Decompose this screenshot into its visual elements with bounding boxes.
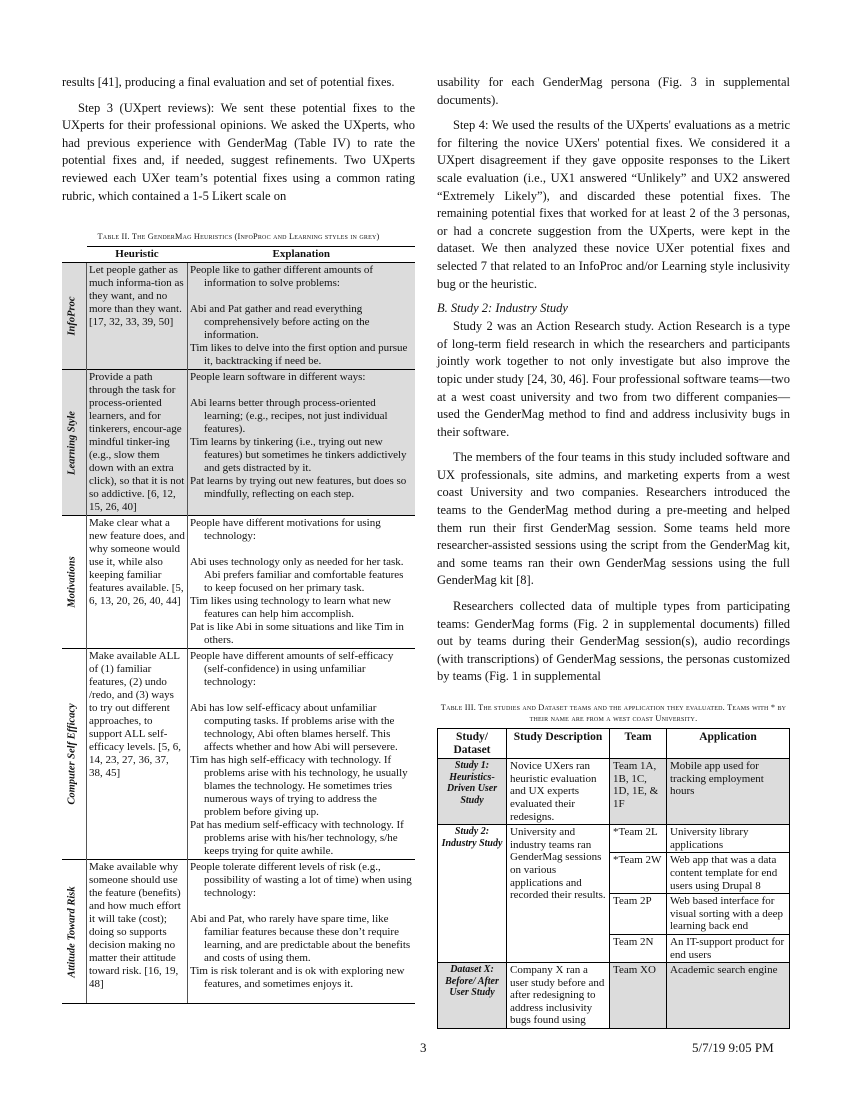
explanation-line: Abi learns better through process-oriented learning; (e.g., recipes, not just individual features).: [190, 397, 388, 436]
study2-name: Study 2: Industry Study: [438, 825, 507, 963]
study2-team-2n: Team 2N: [610, 934, 667, 962]
heuristic-category-label: InfoProc: [66, 296, 78, 336]
heuristic-category-cell: [62, 649, 87, 860]
study2-app-2l: University library applications: [667, 825, 790, 853]
right-para-5: Researchers collected data of multiple types from participating teams: GenderMag forms (Fig. 2 in supplemental documents) filled out by teams during their GenderMag session(s), audio recordings (with transcriptions) of GenderMag sessions, the personas customized by teams (Fig. 1 in supplemental: [437, 599, 790, 684]
heuristic-category-cell: [62, 370, 87, 516]
heuristic-category-cell: [62, 516, 87, 649]
datasetx-team: Team XO: [610, 963, 667, 1029]
study2-team-2l: *Team 2L: [610, 825, 667, 853]
heuristic-explanation: [188, 649, 416, 860]
study1-team: Team 1A, 1B, 1C, 1D, 1E, & 1F: [610, 759, 667, 825]
datasetx-app: Academic search engine: [667, 963, 790, 1029]
explanation-line: [190, 543, 413, 556]
heuristic-category-cell: [62, 860, 87, 1004]
section-heading: B. Study 2: Industry Study: [437, 301, 568, 316]
explanation-line: People have different amounts of self-efficacy (self-confidence) in using unfamiliar technology:: [190, 650, 394, 689]
study2-app-2p: Web based interface for visual sorting with a deep learning back end: [667, 894, 790, 935]
explanation-line: [190, 900, 413, 913]
explanation-line: Tim likes to delve into the first option and pursue it, backtracking if need be.: [190, 342, 408, 368]
heuristic-text: Let people gather as much informa-tion as they want, and no more than they want. [17, 32, 33, 39, 50]: [87, 263, 188, 370]
heuristic-text: Provide a path through the task for process-oriented learners, and for tinkerers, encour-age mindful tinker-ing (e.g., slow them down with an extra click), so that it is not so addictive. [6, 12, 15, 26, 40]: [87, 370, 188, 516]
explanation-line: People learn software in different ways:: [190, 371, 366, 384]
right-para-1: usability for each GenderMag persona (Fig. 3 in supplemental documents).: [437, 75, 790, 107]
heuristic-category-label: Motivations: [66, 556, 78, 608]
heuristic-text: Make available why someone should use the feature (benefits) and how much effort it will take (cost); doing so supports decision making no matter their attitude toward risk. [16, 19, 48]: [87, 860, 188, 1004]
right-para-4: The members of the four teams in this study included software and UX professionals, site admins, and marketing experts from a west coast University and two companies. Researchers introduced the teams to the GenderMag method during a pre-meeting and helped them run their first GenderMag session. Some teams held more researcher-assisted sessions using the script from the GenderMag kit, and some teams ran their own GenderMag sessions using the full GenderMag kit [8].: [437, 450, 790, 588]
left-column: [62, 74, 415, 1004]
right-para-3: Study 2 was an Action Research study. Action Research is a type of long-term field research in which the researchers and participants jointly work together to not only investigate but also improve the topic under study [24, 30, 46]. Four professional software teams—two at a west coast university and two from two different companies—used the GenderMag method to find and address inclusivity bugs in their software.: [437, 319, 790, 439]
explanation-line: People tolerate different levels of risk (e.g., possibility of wasting a lot of time) when using technology:: [190, 861, 412, 900]
right-column: [437, 74, 790, 1029]
explanation-line: Tim likes using technology to learn what new features can help him accomplish.: [190, 595, 391, 621]
footer-date: 5/7/19 9:05 PM: [692, 1040, 774, 1055]
right-para-2: Step 4: We used the results of the UXperts' evaluations as a metric for filtering the novice UXers' potential fixes. We considered it a UXpert disagreement if they gave opposite responses to the Likert scale evaluation (i.e., UX1 answered “Unlikely” and UX2 answered “Extremely Likely”), and discarded these potential fixes. The remaining potential fixes that worked for at least 2 of the 3 personas, or had a concrete suggestion from the UXperts, were kept in the dataset. We then analyzed these novice UXer potential fixes and selected 7 that related to an InfoProc and/or Learning style inclusivity bug or the heuristic.: [437, 118, 790, 291]
table2-header-heuristic: Heuristic: [87, 247, 188, 263]
heuristic-explanation: [188, 516, 416, 649]
explanation-line: [190, 689, 413, 702]
explanation-line: Tim has high self-efficacy with technology. If problems arise with his technology, he usually blames the technology. He sometimes tries numerous ways of trying to address the problem before giving up.: [190, 754, 408, 819]
study1-desc: Novice UXers ran heuristic evaluation and UX experts evaluated their redesigns.: [507, 759, 610, 825]
table3-row-study2: [438, 825, 790, 853]
heuristic-explanation: [188, 263, 416, 370]
table2-header-explanation: Explanation: [188, 247, 416, 263]
explanation-line: Tim learns by tinkering (i.e., trying out new features) but sometimes he tinkers addictively and gets distracted by it.: [190, 436, 407, 475]
table2-corner: [62, 247, 87, 263]
heuristic-row: [62, 263, 415, 370]
study2-app-2n: An IT-support product for end users: [667, 934, 790, 962]
explanation-line: Abi and Pat, who rarely have spare time, like familiar features because these don’t require learning, and are predictable about the benefits and costs of using them.: [190, 913, 411, 965]
explanation-line: Abi has low self-efficacy about unfamiliar computing tasks. If problems arise with the technology, Abi often blames herself. This affects whether and how Abi will persevere.: [190, 702, 398, 754]
explanation-line: [190, 384, 413, 397]
left-para-2: Step 3 (UXpert reviews): We sent these potential fixes to the UXperts for their professional opinions. We asked the UXperts, who had previous experience with GenderMag (Table IV) to rate the potential fixes and, if needed, suggest refinements. Two UXperts reviewed each UXer team’s potential fixes using a common rating rubric, which contained a 1-5 Likert scale on: [62, 100, 415, 203]
study2-desc: University and industry teams ran GenderMag sessions on various applications and recorded their results.: [507, 825, 610, 963]
heuristic-row: [62, 649, 415, 860]
left-para-1: results [41], producing a final evaluation and set of potential fixes.: [62, 75, 395, 89]
explanation-line: Pat learns by trying out new features, but does so mindfully, reflecting on each step.: [190, 475, 407, 501]
heuristic-category-label: Computer Self Efficacy: [66, 703, 78, 805]
heuristic-row: [62, 516, 415, 649]
heuristic-text: Make available ALL of (1) familiar features, (2) undo /redo, and (3) ways to try out different approaches, to support ALL self-efficacy levels. [5, 6, 14, 23, 27, 36, 37, 38, 45]: [87, 649, 188, 860]
table3-header-study: Study/ Dataset: [438, 729, 507, 759]
heuristic-category-label: Attitude Toward Risk: [66, 886, 78, 978]
explanation-line: People like to gather different amounts of information to solve problems:: [190, 264, 374, 290]
explanation-line: People have different motivations for using technology:: [190, 517, 381, 543]
study2-app-2w: Web app that was a data content template for end users using Drupal 8: [667, 853, 790, 894]
table3-header-team: Team: [610, 729, 667, 759]
table3-row-datasetx: [438, 963, 790, 1029]
table3-caption: Table III. The studies and Dataset teams and the application they evaluated. Teams with * by their name are from a west coast University.: [440, 703, 787, 723]
studies-table: [437, 728, 790, 1029]
study2-team-2w: *Team 2W: [610, 853, 667, 894]
heuristic-category-label: Learning Style: [66, 410, 78, 475]
explanation-line: Abi uses technology only as needed for her task. Abi prefers familiar and comfortable features to keep focused on her primary task.: [190, 556, 404, 595]
table3-header-application: Application: [667, 729, 790, 759]
table2-caption: Table II. The GenderMag Heuristics (InfoProc and Learning styles in grey): [97, 232, 380, 242]
heuristic-text: Make clear what a new feature does, and why someone would use it, while also keeping familiar features available. [5, 6, 13, 20, 26, 40, 44]: [87, 516, 188, 649]
heuristics-table: [62, 246, 415, 1004]
study1-name: Study 1: Heuristics-Driven User Study: [438, 759, 507, 825]
explanation-line: Pat is like Abi in some situations and like Tim in others.: [190, 621, 404, 647]
page-number: 3: [420, 1040, 427, 1055]
table3-header-description: Study Description: [507, 729, 610, 759]
heuristic-category-cell: [62, 263, 87, 370]
explanation-line: Abi and Pat gather and read everything comprehensively before acting on the information.: [190, 303, 370, 342]
explanation-line: Pat has medium self-efficacy with technology. If problems arise with his/her technology, s/he keeps trying for quite awhile.: [190, 819, 404, 858]
datasetx-desc: Company X ran a user study before and after redesigning to address inclusivity bugs found using: [507, 963, 610, 1029]
explanation-line: [190, 290, 413, 303]
study1-app: Mobile app used for tracking employment hours: [667, 759, 790, 825]
heuristic-explanation: [188, 860, 416, 1004]
study2-team-2p: Team 2P: [610, 894, 667, 935]
explanation-line: Tim is risk tolerant and is ok with exploring new features, and sometimes enjoys it.: [190, 965, 405, 991]
heuristic-explanation: [188, 370, 416, 516]
table3-row-study1: [438, 759, 790, 825]
heuristic-row: [62, 370, 415, 516]
heuristic-row: [62, 860, 415, 1004]
datasetx-name: Dataset X: Before/ After User Study: [438, 963, 507, 1029]
